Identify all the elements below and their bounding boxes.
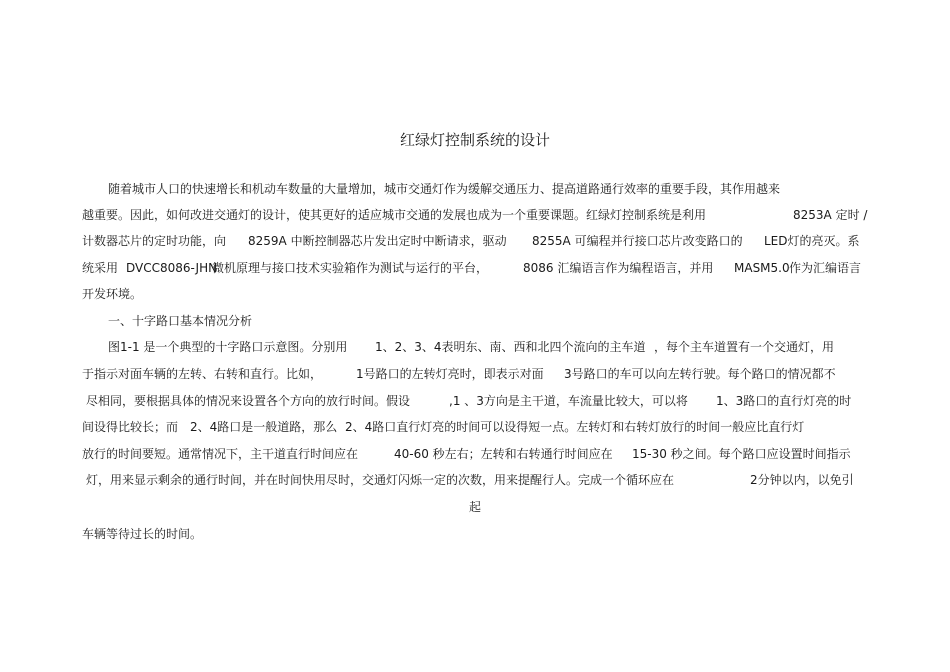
- text-segment: 作为汇编语言: [789, 261, 862, 275]
- text-segment: 8259A 中断控制器芯片发出定时中断请求，驱动: [248, 234, 507, 248]
- text-segment: ,1 、3方向是主干道，车流量比较大，可以将: [449, 394, 688, 408]
- text-segment: 图1-1 是一个典型的十字路口示意图。分别用: [108, 340, 348, 354]
- text-segment: 1、2、3、4表明东、南、西和北四个流向的主车道: [375, 340, 646, 354]
- text-segment: ，每个主车道置有一个交通灯，用: [654, 340, 835, 354]
- text-segment: DVCC8086-JHN: [126, 261, 218, 275]
- text-segment: 开发环境。: [82, 287, 143, 301]
- text-segment: 1号路口的左转灯亮时，即表示对面: [356, 367, 544, 381]
- text-segment: 15-30 秒之间。每个路口应设置时间指示: [632, 447, 851, 461]
- text-segment: 于指示对面车辆的左转、右转和直行。比如，: [82, 367, 323, 381]
- text-segment: LED灯的亮灭。系: [764, 234, 860, 248]
- text-segment: 车辆等待过长的时间。: [82, 527, 203, 541]
- text-segment: 2、4路口直行灯亮的时间可以设得短一点。左转灯和右转灯放行的时间一般应比直行灯: [345, 420, 805, 434]
- text-segment: 尽相同，要根据具体的情况来设置各个方向的放行时间。假设: [86, 394, 411, 408]
- text-segment: 2、4路口是一般道路，那么: [190, 420, 338, 434]
- section-heading-text: 一、十字路口基本情况分析: [108, 314, 253, 328]
- text-segment: 微机原理与接口技术实验箱作为测试与运行的平台，: [212, 261, 489, 275]
- text-segment: 计数器芯片的定时功能，向: [82, 234, 227, 248]
- text-segment: 统采用: [82, 261, 119, 275]
- orphan-character: 起: [468, 500, 481, 514]
- text-segment: 3号路口的车可以向左转行驶。每个路口的情况都不: [564, 367, 836, 381]
- text-segment: 2分钟以内，以免引: [750, 473, 854, 487]
- page-title: 红绿灯控制系统的设计: [399, 131, 550, 149]
- text-segment: 8255A 可编程并行接口芯片改变路口的: [532, 234, 743, 248]
- text-segment: 随着城市人口的快速增长和机动车数量的大量增加，城市交通灯作为缓解交通压力、提高道路通行效率的重要手段，其作用越来: [108, 182, 781, 196]
- text-segment: 1、3路口的直行灯亮的时: [716, 394, 852, 408]
- text-segment: 间设得比较长；而: [82, 420, 179, 434]
- text-segment: 8086 汇编语言作为编程语言，并用: [523, 261, 714, 275]
- text-segment: 灯，用来显示剩余的通行时间，并在时间快用尽时，交通灯闪烁一定的次数，用来提醒行人。完成一个循环应在: [86, 473, 675, 487]
- text-segment: MASM5.0: [734, 261, 790, 275]
- text-segment: 越重要。因此，如何改进交通灯的设计，使其更好的适应城市交通的发展也成为一个重要课题。红绿灯控制系统是利用: [82, 208, 707, 222]
- text-segment: 40-60 秒左右；左转和右转通行时间应在: [394, 447, 613, 461]
- text-segment: 8253A 定时 /: [793, 208, 868, 222]
- text-segment: 放行的时间要短。通常情况下，主干道直行时间应在: [82, 447, 359, 461]
